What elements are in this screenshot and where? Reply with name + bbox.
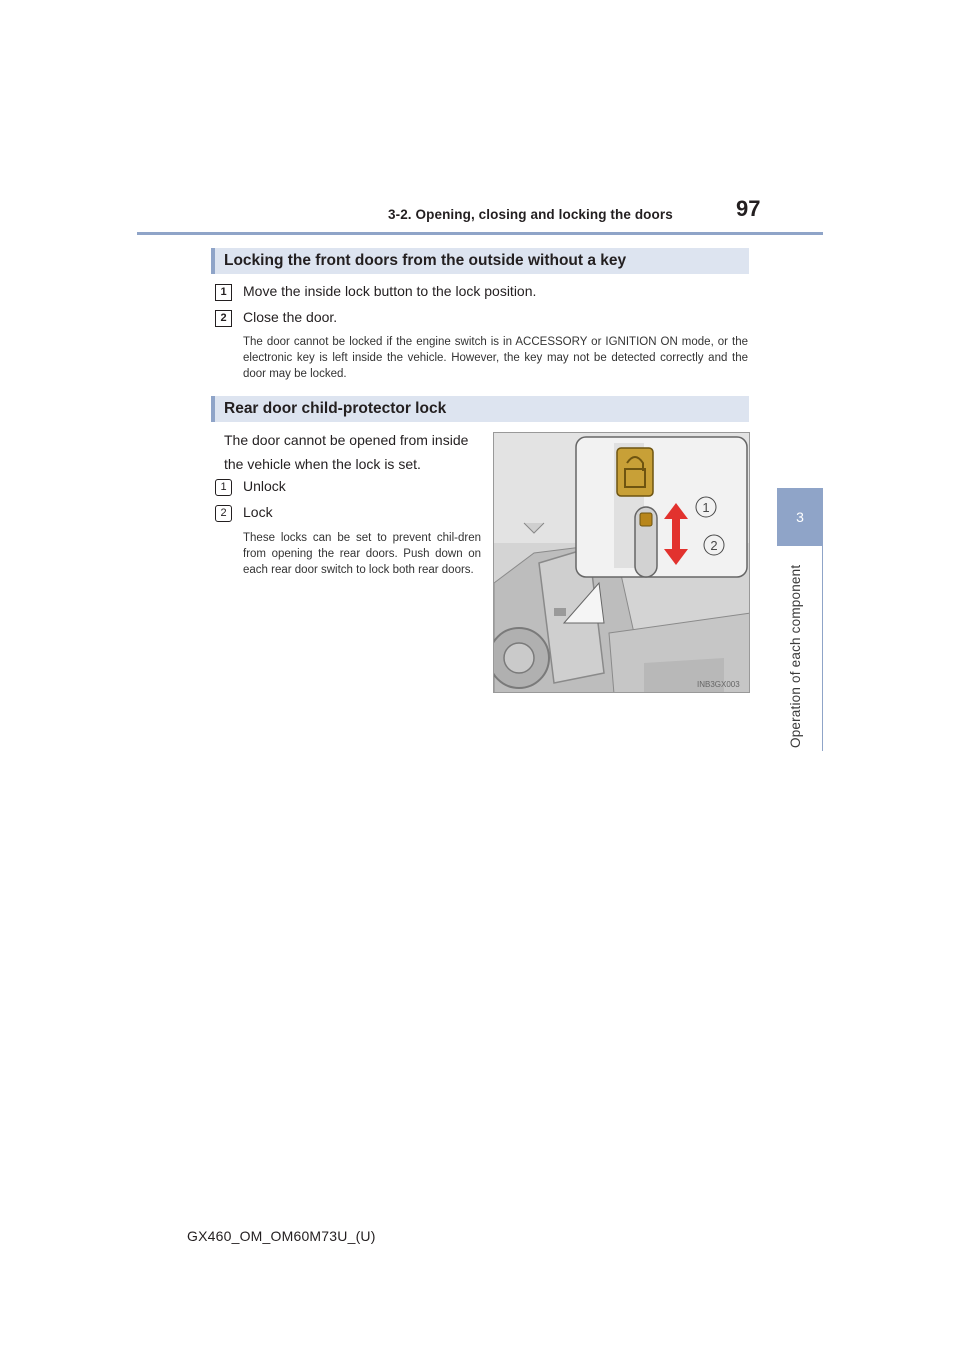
section-heading-child-lock: Rear door child-protector lock [211,396,749,422]
callout-badge-1: 1 [215,479,232,496]
step-badge-1: 1 [215,284,232,301]
step-badge-2: 2 [215,310,232,327]
header-rule [137,232,823,235]
chapter-tab-rule [822,546,823,751]
child-lock-illustration [494,433,750,693]
callout-text-lock: Lock [243,504,273,520]
step-text-1: Move the inside lock button to the lock position. [243,283,537,299]
figure-label-2: 2 [710,538,718,553]
figure-code: INB3GX003 [697,680,740,689]
running-head: 3-2. Opening, closing and locking the doors [388,207,673,222]
chapter-title: Operation of each component [788,564,803,748]
child-lock-figure [493,432,750,693]
callout-badge-2: 2 [215,505,232,522]
child-lock-note: These locks can be set to prevent chil-dren from opening the rear doors. Push down on each rear door switch to lock both rear doors. [243,532,481,576]
footer-doc-id: GX460_OM_OM60M73U_(U) [187,1228,376,1244]
step-text-2: Close the door. [243,309,338,325]
child-lock-intro: The door cannot be opened from inside the vehicle when the lock is set. [224,432,469,472]
section-heading-front-door-lock: Locking the front doors from the outside without a key [211,248,749,274]
chapter-tab: 3 [777,488,823,546]
page-number: 97 [736,196,761,221]
front-door-note: The door cannot be locked if the engine switch is in ACCESSORY or IGNITION ON mode, or the electronic key is left inside the vehicle. However, the key may not be detected correctly and the door may be locked. [243,336,748,380]
callout-text-unlock: Unlock [243,478,286,494]
figure-label-1: 1 [702,500,710,515]
